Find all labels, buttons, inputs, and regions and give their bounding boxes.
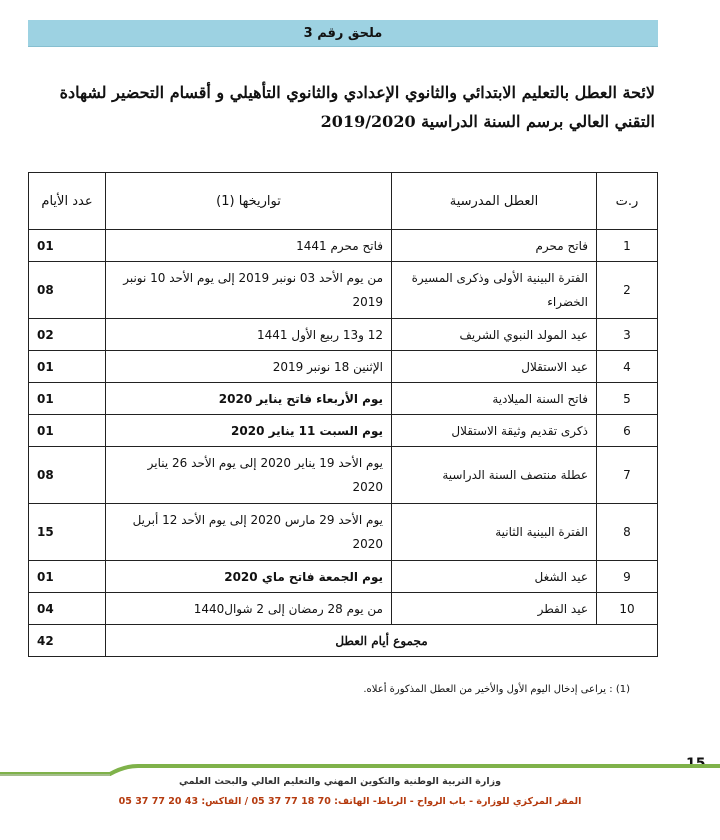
table-row — [29, 593, 658, 625]
row-holiday: الفترة البينية الأولى وذكرى المسيرة الخضراء — [392, 262, 597, 319]
page-number: 15 — [686, 756, 706, 772]
annex-label: ملحق رقم 3 — [303, 25, 383, 41]
total-label: مجموع أيام العطل — [106, 625, 658, 657]
total-days: 42 — [29, 625, 106, 657]
row-dates: 12 و13 ربيع الأول 1441 — [106, 319, 392, 351]
document-title: لائحة العطل بالتعليم الابتدائي والثانوي الإعدادي والثانوي التأهيلي و أقسام التحضير لشهادة التقني العالي برسم السنة الدراسية 2019/2020 — [59, 83, 655, 131]
table-row — [29, 230, 658, 262]
row-days: 01 — [29, 383, 106, 415]
row-days: 01 — [29, 351, 106, 383]
table-row — [29, 561, 658, 593]
row-holiday: ذكرى تقديم وثيقة الاستقلال — [392, 415, 597, 447]
row-number: 1 — [597, 230, 658, 262]
footnote: (1) : يراعى إدخال اليوم الأول والأخير من العطل المذكورة أعلاه. — [363, 684, 630, 695]
row-dates: يوم الأحد 29 مارس 2020 إلى يوم الأحد 12 أبريل 2020 — [106, 504, 392, 561]
header-days: عدد الأيام — [29, 173, 106, 230]
table-row — [29, 447, 658, 504]
footer-address: المقر المركزي للوزارة - باب الرواح - الرباط- الهاتف: 70 18 77 37 05 / الفاكس: 43 20 77 37 05 — [118, 796, 582, 807]
table-row — [29, 319, 658, 351]
table-row — [29, 351, 658, 383]
row-dates: من يوم 28 رمضان إلى 2 شوال1440 — [106, 593, 392, 625]
row-number: 7 — [597, 447, 658, 504]
row-days: 08 — [29, 262, 106, 319]
row-holiday: فاتح محرم — [392, 230, 597, 262]
row-days: 01 — [29, 230, 106, 262]
row-holiday: فاتح السنة الميلادية — [392, 383, 597, 415]
row-number: 6 — [597, 415, 658, 447]
table-header-row — [29, 173, 658, 230]
header-number: ر.ت — [597, 173, 658, 230]
header-holiday: العطل المدرسية — [392, 173, 597, 230]
row-number: 2 — [597, 262, 658, 319]
row-number: 5 — [597, 383, 658, 415]
row-days: 02 — [29, 319, 106, 351]
row-number: 3 — [597, 319, 658, 351]
row-days: 01 — [29, 415, 106, 447]
row-holiday: عيد المولد النبوي الشريف — [392, 319, 597, 351]
annex-banner — [28, 20, 658, 47]
row-days: 15 — [29, 504, 106, 561]
row-dates: الإثنين 18 نونبر 2019 — [106, 351, 392, 383]
row-days: 08 — [29, 447, 106, 504]
row-days: 04 — [29, 593, 106, 625]
footer-ministry: وزارة التربية الوطنية والتكوين المهني والتعليم العالي والبحث العلمي — [178, 776, 502, 787]
row-number: 10 — [597, 593, 658, 625]
row-dates: يوم الجمعة فاتح ماي 2020 — [106, 561, 392, 593]
row-holiday: عيد الاستقلال — [392, 351, 597, 383]
row-dates: يوم الأربعاء فاتح يناير 2020 — [106, 383, 392, 415]
table-row — [29, 383, 658, 415]
row-holiday: عيد الشغل — [392, 561, 597, 593]
row-days: 01 — [29, 561, 106, 593]
row-dates: من يوم الأحد 03 نونبر 2019 إلى يوم الأحد 10 نونبر 2019 — [106, 262, 392, 319]
row-holiday: عطلة منتصف السنة الدراسية — [392, 447, 597, 504]
holidays-table — [28, 172, 658, 657]
table-row — [29, 504, 658, 561]
row-number: 4 — [597, 351, 658, 383]
row-number: 8 — [597, 504, 658, 561]
table-row — [29, 262, 658, 319]
table-row — [29, 415, 658, 447]
row-dates: فاتح محرم 1441 — [106, 230, 392, 262]
row-holiday: الفترة البينية الثانية — [392, 504, 597, 561]
row-dates: يوم السبت 11 يناير 2020 — [106, 415, 392, 447]
row-dates: يوم الأحد 19 يناير 2020 إلى يوم الأحد 26 يناير 2020 — [106, 447, 392, 504]
table-total-row — [29, 625, 658, 657]
row-holiday: عيد الفطر — [392, 593, 597, 625]
row-number: 9 — [597, 561, 658, 593]
header-dates: تواريخها (1) — [106, 173, 392, 230]
